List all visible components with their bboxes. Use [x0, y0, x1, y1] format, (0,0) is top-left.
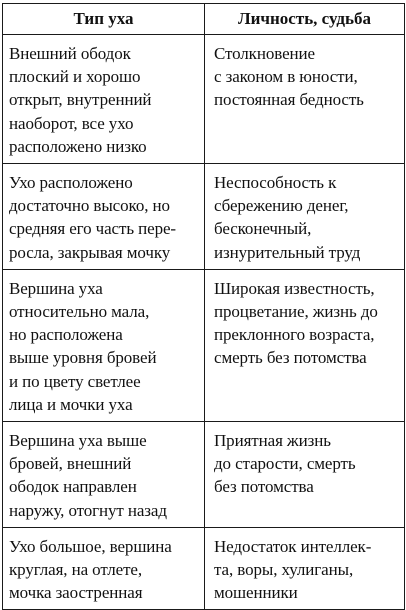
- personality-fate-text: Неспособность к сбережению денег, бесконечный, изнурительный труд: [214, 173, 361, 262]
- ear-type-cell: [3, 164, 205, 270]
- header-personality-fate: Личность, судьба: [205, 4, 405, 35]
- personality-fate-cell: [205, 164, 405, 270]
- ear-type-text: Ухо расположено достаточно высоко, но средняя его часть пере- росла, закрывая мочку: [9, 173, 176, 262]
- table-row: [3, 269, 405, 421]
- table-row: [3, 527, 405, 610]
- table-row: [3, 422, 405, 528]
- personality-fate-cell: [205, 422, 405, 528]
- ear-type-text: Вершина уха выше бровей, внешний ободок направлен наружу, отогнут назад: [9, 431, 167, 520]
- ear-type-cell: [3, 35, 205, 164]
- table-row: [3, 35, 405, 164]
- ear-type-text: Внешний ободок плоский и хорошо открыт, внутренний наоборот, все ухо расположено низко: [9, 44, 152, 156]
- personality-fate-cell: [205, 269, 405, 421]
- ear-type-cell: [3, 422, 205, 528]
- personality-fate-text: Приятная жизнь до старости, смерть без потомства: [214, 431, 356, 497]
- header-row: [3, 4, 405, 35]
- personality-fate-text: Столкновение с законом в юности, постоянная бедность: [214, 44, 364, 110]
- header-ear-type: Тип уха: [3, 4, 205, 35]
- personality-fate-text: Широкая известность, процветание, жизнь до преклонного возраста, смерть без потомства: [214, 278, 378, 368]
- table-header: [3, 4, 405, 35]
- table-row: [3, 164, 405, 270]
- personality-fate-cell: [205, 527, 405, 610]
- table-body: [3, 35, 405, 610]
- ear-type-cell: [3, 527, 205, 610]
- personality-fate-cell: [205, 35, 405, 164]
- personality-fate-text: Недостаток интеллек- та, воры, хулиганы, мошенники: [214, 536, 372, 603]
- ear-type-table: [2, 3, 405, 610]
- ear-type-cell: [3, 269, 205, 421]
- ear-type-text: Вершина уха относительно мала, но расположена выше уровня бровей и по цвету светлее лица и мочки уха: [9, 278, 157, 414]
- ear-type-text: Ухо большое, вершина круглая, на отлете, мочка заостренная: [9, 536, 172, 603]
